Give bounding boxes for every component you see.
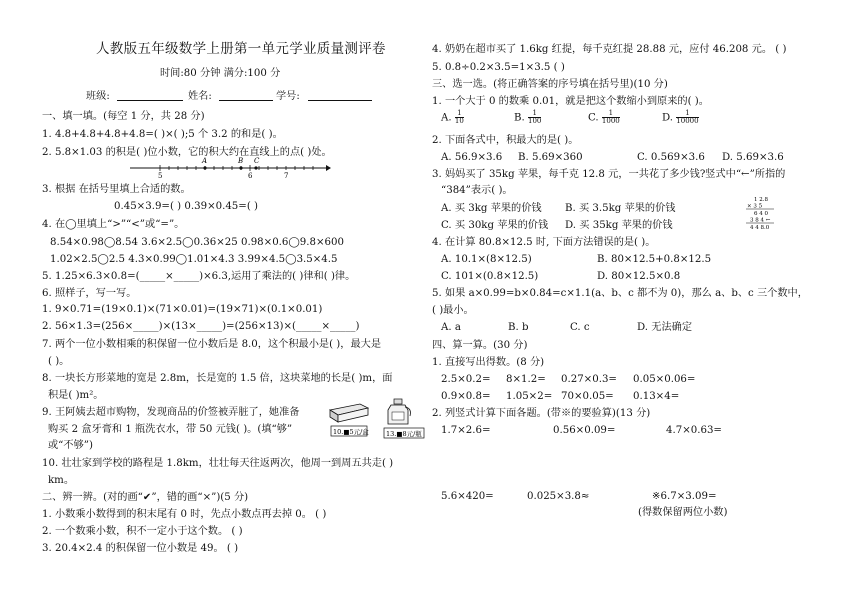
svg-text:3 8 4 ←: 3 8 4 ← <box>750 217 771 224</box>
calc-item: 0.56×0.09= <box>553 425 616 436</box>
s1-q8-line1: 8. 一块长方形菜地的宽是 2.8m，长是宽的 1.5 倍，这块菜地的长是( )m，面 <box>42 373 393 384</box>
name-field[interactable] <box>219 90 273 101</box>
svg-text:1 2.8: 1 2.8 <box>754 197 768 203</box>
s3-q3-option-c: C. 买 30kg 苹果的价钱 <box>441 220 549 231</box>
s1-q4: 4. 在◯里填上“>”“<”或“=”。 <box>42 219 185 230</box>
s3-q4-option-a: A. 10.1×(8×12.5) <box>441 254 532 265</box>
s1-q9-line2: 购买 2 盒牙膏和 1 瓶洗衣水，带 50 元钱( )。(填“够” <box>48 424 293 435</box>
s1-q3: 3. 根据 在括号里填上合适的数。 <box>42 184 191 195</box>
svg-text:6 4 0: 6 4 0 <box>754 211 768 217</box>
calc-item: 8×1.2= <box>506 374 546 385</box>
s3-q4-option-b: B. 80×12.5+0.8×12.5 <box>597 254 712 265</box>
class-label: 班级: <box>86 91 110 102</box>
calc-item: 0.05×0.06= <box>633 374 696 385</box>
rounding-note: (得数保留两位小数) <box>638 507 728 518</box>
calc-item: 5.6×420= <box>441 491 494 502</box>
calc-item: 70×0.05= <box>561 391 614 402</box>
calc-item: 0.9×0.8= <box>441 391 491 402</box>
s1-q5: 5. 1.25×6.3×0.8=(_____×_____)×6.3,运用了乘法的( )律和( )律。 <box>42 271 356 282</box>
fraction-1-1000: $\frac{1}{1000}$ <box>601 109 620 125</box>
s3-q4-option-d: D. 80×12.5×0.8 <box>597 271 681 282</box>
s3-q5-option-a: A. a <box>441 322 461 333</box>
s1-q6: 6. 照样子，写一写。 <box>42 288 137 299</box>
id-label: 学号: <box>276 91 300 102</box>
calc-item: ※6.7×3.09= <box>652 491 717 502</box>
s3-q2-option-d: D. 5.69×3.6 <box>722 152 784 163</box>
time-score: 时间:80 分钟 满分:100 分 <box>160 68 281 79</box>
laundry-price-tag: 13.■8元/瓶 <box>386 430 422 438</box>
s1-q9-line3: 或“不够”) <box>48 440 93 451</box>
section4-heading: 四、算一算。(30 分) <box>432 340 528 351</box>
s3-q4: 4. 在计算 80.8×12.5 时, 下面方法错误的是( )。 <box>432 237 656 248</box>
section3-heading: 三、选一选。(将正确答案的序号填在括号里)(10 分) <box>432 79 668 90</box>
s3-q5-line2: ( )最小。 <box>432 305 474 316</box>
s1-q7-line1: 7. 两个一位小数相乘的积保留一位小数后是 8.0，这个积最小是( )，最大是 <box>42 339 382 350</box>
calc-item: 1.05×2= <box>506 391 553 402</box>
s1-q3-sub: 0.45×3.9=( ) 0.39×0.45=( ) <box>114 201 259 212</box>
numberline-point-a: A <box>202 157 208 165</box>
numberline-point-b: B <box>238 157 244 165</box>
s2-q5: 5. 0.8÷0.2×3.5=1×3.5 ( ) <box>432 62 565 73</box>
s1-q4-row1: 8.54×0.98◯8.54 3.6×2.5◯0.36×25 0.98×0.6◯9.8×600 <box>50 237 344 248</box>
s2-q1: 1. 小数乘小数得到的积末尾有 0 时，先点小数点再去掉 0。 ( ) <box>42 509 327 520</box>
calc-item: 1.7×2.6= <box>441 425 491 436</box>
s3-q2-option-b: B. 5.69×360 <box>518 152 583 163</box>
s3-q5-option-d: D. 无法确定 <box>637 322 693 333</box>
number-line <box>128 157 328 179</box>
s1-q8-line2: 积是( )m²。 <box>48 390 104 401</box>
s2-q2: 2. 一个数乘小数，积不一定小于这个数。 ( ) <box>42 526 243 537</box>
vertical-calculation <box>740 195 780 233</box>
s1-q1: 1. 4.8+4.8+4.8+4.8=( )×( );5 个 3.2 的和是( )。 <box>42 129 283 140</box>
calc-item: 2.5×0.2= <box>441 374 491 385</box>
s3-q1: 1. 一个大于 0 的数乘 0.01，就是把这个数缩小到原来的( )。 <box>432 96 709 107</box>
numberline-label-7: 7 <box>284 172 289 180</box>
s3-q1-option-d <box>662 110 699 125</box>
option-letter: A. <box>441 112 452 124</box>
s3-q3-option-a: A. 买 3kg 苹果的价钱 <box>441 203 542 214</box>
s1-q6-task: 2. 56×1.3=(256×_____)×(13×_____)=(256×13)×(_____×_____) <box>42 321 360 332</box>
s1-q10-line1: 10. 壮壮家到学校的路程是 1.8km，壮壮每天往返两次，他周一到周五共走( ) <box>42 458 394 469</box>
s3-q3-option-b: B. 买 3.5kg 苹果的价钱 <box>565 203 676 214</box>
s3-q1-option-c <box>588 110 620 125</box>
s2-q4: 4. 奶奶在超市买了 1.6kg 红提，每千克红提 28.88 元，应付 46.208 元。 ( ) <box>432 44 787 55</box>
calc-item: 0.27×0.3= <box>561 374 617 385</box>
toothpaste-picture <box>328 402 370 438</box>
s3-q5-option-c: C. c <box>570 322 590 333</box>
s3-q3-option-d: D. 买 35kg 苹果的价钱 <box>565 220 673 231</box>
page-title: 人教版五年级数学上册第一单元学业质量测评卷 <box>96 41 386 57</box>
s3-q5-line1: 5. 如果 a×0.99=b×0.84=c×1.1(a、b、c 都不为 0)，那么 a、b、c 三个数中， <box>432 288 808 299</box>
s3-q3-line1: 3. 妈妈买了 35kg 苹果，每千克 12.8 元，一共花了多少钱?竖式中“←”所指的 <box>432 169 786 180</box>
section2-heading: 二、辨一辨。(对的画“✔”，错的画“×”)(5 分) <box>42 492 249 503</box>
s1-q7-line2: ( )。 <box>48 356 70 367</box>
s3-q1-option-a <box>441 110 464 125</box>
s2-q3: 3. 20.4×2.4 的积保留一位小数是 49。 ( ) <box>42 543 239 554</box>
id-field[interactable] <box>308 90 372 101</box>
s1-q9-line1: 9. 王阿姨去超市购物，发现商品的价签被弄脏了，她准备 <box>42 407 300 418</box>
class-field[interactable] <box>117 90 183 101</box>
calc-item: 4.7×0.63= <box>666 425 722 436</box>
s3-q2-option-a: A. 56.9×3.6 <box>441 152 503 163</box>
s4-q2: 2. 列竖式计算下面各题。(带※的要验算)(13 分) <box>432 408 651 419</box>
s3-q2: 2. 下面各式中，积最大的是( )。 <box>432 135 579 146</box>
s1-q4-row2: 1.02×2.5◯2.5 4.3×0.99◯1.01×4.3 3.99×4.5◯3.5×4.5 <box>50 254 338 265</box>
calc-item: 0.13×4= <box>633 391 680 402</box>
option-letter: C. <box>588 112 599 124</box>
section1-heading: 一、填一填。(每空 1 分，共 28 分) <box>42 111 205 122</box>
laundry-bottle-picture <box>384 398 426 440</box>
numberline-label-5: 5 <box>158 172 163 180</box>
numberline-label-6: 6 <box>248 172 253 180</box>
calc-item: 0.025×3.8≈ <box>527 491 590 502</box>
s1-q6-example: 1. 9×0.71=(19×0.1)×(71×0.01)=(19×71)×(0.1×0.01) <box>42 304 323 315</box>
fraction-1-10: $\frac{1}{10}$ <box>454 109 464 125</box>
svg-text:4 4 8.0: 4 4 8.0 <box>750 225 770 231</box>
fraction-1-100: $\frac{1}{100}$ <box>527 109 542 125</box>
s1-q2: 2. 5.8×1.03 的积是( )位小数，它的积大约在直线上的点( )处。 <box>42 147 332 158</box>
option-letter: B. <box>514 112 525 124</box>
s3-q4-option-c: C. 101×(0.8×12.5) <box>441 271 539 282</box>
name-label: 姓名: <box>188 91 212 102</box>
s4-q1: 1. 直接写出得数。(8 分) <box>432 357 545 368</box>
fraction-1-10000: $\frac{1}{10000}$ <box>676 109 699 125</box>
s3-q1-option-b <box>514 110 541 125</box>
s3-q5-option-b: B. b <box>508 322 529 333</box>
s3-q3-line2: “384”表示( )。 <box>441 185 513 196</box>
s3-q2-option-c: C. 0.569×3.6 <box>637 152 705 163</box>
toothpaste-price-tag: 10.■5元/盒 <box>333 428 369 436</box>
numberline-point-c: C <box>254 157 260 165</box>
s1-q10-line2: km。 <box>48 475 75 486</box>
option-letter: D. <box>662 112 674 124</box>
svg-text:× 3 5: × 3 5 <box>747 203 763 210</box>
